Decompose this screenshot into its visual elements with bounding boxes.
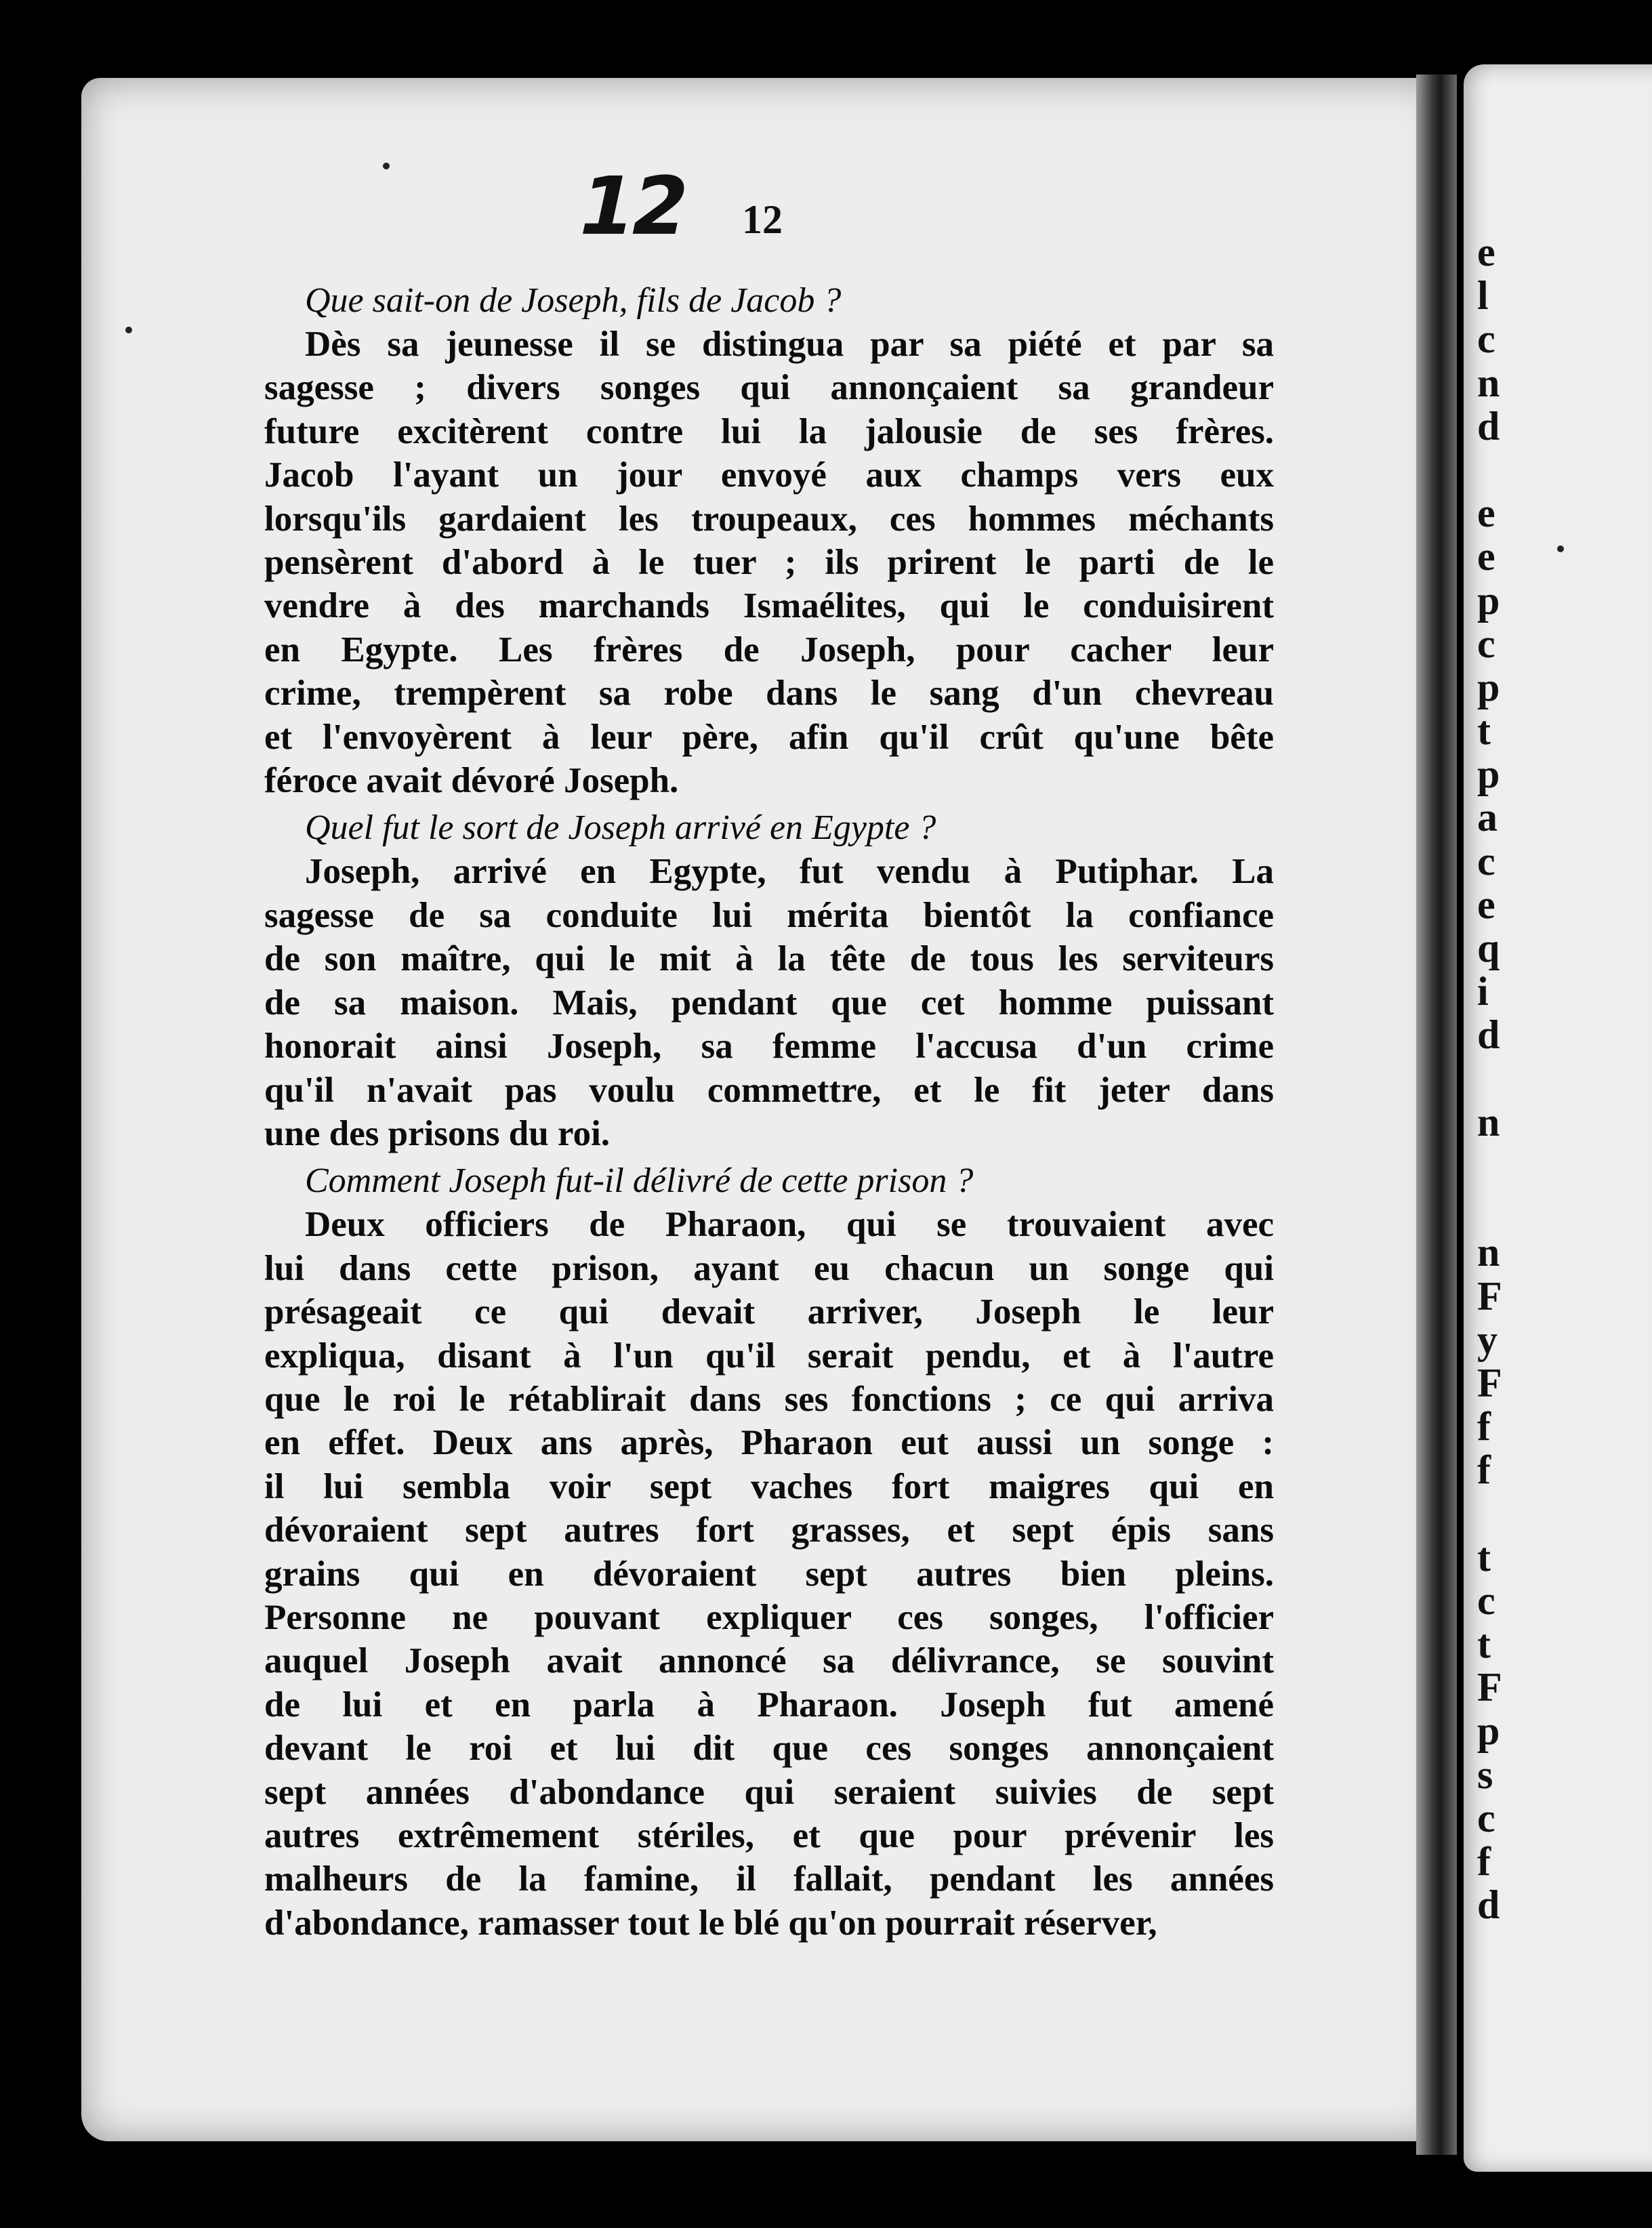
text-line: il lui sembla voir sept vaches fort maigres qui en bbox=[264, 1466, 1274, 1506]
facing-page-fragment: s bbox=[1477, 1752, 1493, 1797]
text-line: en effet. Deux ans après, Pharaon eut aussi un songe : bbox=[264, 1423, 1274, 1463]
text-line: Personne ne pouvant expliquer ces songes, l'officier bbox=[264, 1597, 1274, 1637]
facing-page-fragment: p bbox=[1477, 664, 1500, 709]
text-line: lorsqu'ils gardaient les troupeaux, ces hommes méchants bbox=[264, 499, 1274, 539]
text-line: auquel Joseph avait annoncé sa délivrance, se souvint bbox=[264, 1641, 1274, 1681]
facing-page-fragment: y bbox=[1477, 1317, 1498, 1362]
facing-page-fragment: F bbox=[1477, 1665, 1502, 1710]
facing-page-fragment: F bbox=[1477, 1273, 1502, 1319]
text-line: Jacob l'ayant un jour envoyé aux champs vers eux bbox=[264, 455, 1274, 495]
text-line: autres extrêmement stériles, et que pour prévenir les bbox=[264, 1816, 1274, 1855]
handwritten-page-mark: 12 bbox=[569, 159, 695, 253]
facing-page-fragment: e bbox=[1477, 882, 1495, 927]
book-gutter bbox=[1416, 75, 1457, 2155]
facing-page-fragment: c bbox=[1477, 621, 1495, 666]
facing-page-fragment: c bbox=[1477, 1577, 1495, 1623]
facing-page-fragment bbox=[1477, 1144, 1652, 1187]
text-line: de sa maison. Mais, pendant que cet homme puissant bbox=[264, 983, 1274, 1023]
facing-page-fragment bbox=[1477, 448, 1652, 491]
facing-page-fragment: p bbox=[1477, 577, 1500, 623]
text-line: et l'envoyèrent à leur père, afin qu'il crût qu'une bête bbox=[264, 717, 1274, 757]
facing-page-fragment: a bbox=[1477, 795, 1498, 840]
ink-speck bbox=[383, 163, 390, 169]
question-2: Quel fut le sort de Joseph arrivé en Egypte ? bbox=[305, 808, 936, 848]
facing-page-fragment: c bbox=[1477, 1795, 1495, 1840]
text-line: lui dans cette prison, ayant eu chacun un songe qui bbox=[264, 1248, 1274, 1288]
page-body bbox=[264, 279, 1274, 1945]
text-line: honorait ainsi Joseph, sa femme l'accusa d'un crime bbox=[264, 1027, 1274, 1067]
text-line: dévoraient sept autres fort grasses, et sept épis sans bbox=[264, 1510, 1274, 1550]
facing-page-fragment bbox=[1477, 1187, 1652, 1231]
facing-page-fragment: d bbox=[1477, 1882, 1500, 1928]
answer-3 bbox=[264, 1203, 1274, 1945]
facing-page-fragment: n bbox=[1477, 1230, 1500, 1275]
answer-1 bbox=[264, 323, 1274, 802]
text-line: sept années d'abondance qui seraient suivies de sept bbox=[264, 1772, 1274, 1812]
question-3: Comment Joseph fut-il délivré de cette prison ? bbox=[305, 1161, 974, 1201]
text-line: Deux officiers de Pharaon, qui se trouvaient avec bbox=[305, 1205, 1274, 1245]
text-line: expliqua, disant à l'un qu'il serait pendu, et à l'autre bbox=[264, 1336, 1274, 1376]
facing-page-fragment: p bbox=[1477, 751, 1500, 797]
text-line: qu'il n'avait pas voulu commettre, et le fit jeter dans bbox=[264, 1070, 1274, 1110]
facing-page-fragment: c bbox=[1477, 838, 1495, 884]
text-line: pensèrent d'abord à le tuer ; ils prirent le parti de le bbox=[264, 543, 1274, 583]
page-number: 12 bbox=[742, 197, 783, 242]
facing-page-fragment: l bbox=[1477, 273, 1489, 318]
facing-page-text bbox=[1477, 230, 1652, 2060]
facing-page-fragment: e bbox=[1477, 491, 1495, 536]
text-line: présageait ce qui devait arriver, Joseph le leur bbox=[264, 1292, 1274, 1332]
facing-page-fragment: n bbox=[1477, 1099, 1500, 1144]
text-line: une des prisons du roi. bbox=[264, 1113, 611, 1153]
facing-page-fragment: F bbox=[1477, 1360, 1502, 1405]
text-line: Joseph, arrivé en Egypte, fut vendu à Putiphar. La bbox=[305, 852, 1274, 892]
text-line: que le roi le rétablirait dans ses fonctions ; ce qui arriva bbox=[264, 1379, 1274, 1419]
facing-page-fragment bbox=[1477, 1491, 1652, 1535]
facing-page-fragment: d bbox=[1477, 1012, 1500, 1058]
answer-2 bbox=[264, 850, 1274, 1155]
facing-page-fragment: t bbox=[1477, 1534, 1491, 1580]
facing-page-fragment: t bbox=[1477, 708, 1491, 754]
text-line: devant le roi et lui dit que ces songes annonçaient bbox=[264, 1729, 1274, 1769]
text-line: en Egypte. Les frères de Joseph, pour cacher leur bbox=[264, 630, 1274, 669]
text-line: future excitèrent contre lui la jalousie de ses frères. bbox=[264, 411, 1274, 451]
ink-speck bbox=[1557, 545, 1564, 552]
text-line: Dès sa jeunesse il se distingua par sa piété et par sa bbox=[305, 325, 1274, 364]
section-3 bbox=[264, 1159, 1274, 1945]
text-line: sagesse ; divers songes qui annonçaient sa grandeur bbox=[264, 368, 1274, 408]
text-line: sagesse de sa conduite lui mérita bientôt la confiance bbox=[264, 895, 1274, 935]
facing-page-fragment bbox=[1477, 1057, 1652, 1100]
facing-page-fragment: d bbox=[1477, 403, 1500, 449]
text-line: de lui et en parla à Pharaon. Joseph fut amené bbox=[264, 1685, 1274, 1725]
text-line: grains qui en dévoraient sept autres bien pleins. bbox=[264, 1554, 1274, 1594]
facing-page-fragment: n bbox=[1477, 360, 1500, 405]
facing-page-fragment: f bbox=[1477, 1447, 1491, 1493]
ink-speck bbox=[125, 327, 132, 333]
facing-page-fragment: t bbox=[1477, 1622, 1491, 1666]
text-line: crime, trempèrent sa robe dans le sang d'un chevreau bbox=[264, 674, 1274, 714]
facing-page-fragment: f bbox=[1477, 1404, 1491, 1449]
facing-page-fragment: i bbox=[1477, 969, 1489, 1014]
facing-page-fragment: c bbox=[1477, 316, 1495, 362]
text-line: vendre à des marchands Ismaélites, qui le conduisirent bbox=[264, 586, 1274, 626]
text-line: malheurs de la famine, il fallait, pendant les années bbox=[264, 1859, 1274, 1899]
text-line: féroce avait dévoré Joseph. bbox=[264, 761, 679, 801]
facing-page-fragment: f bbox=[1477, 1838, 1491, 1884]
facing-page-fragment: q bbox=[1477, 926, 1500, 970]
facing-page-fragment: e bbox=[1477, 534, 1495, 579]
question-1: Que sait-on de Joseph, fils de Jacob ? bbox=[305, 281, 842, 320]
section-1 bbox=[264, 279, 1274, 802]
text-line: de son maître, qui le mit à la tête de tous les serviteurs bbox=[264, 939, 1274, 979]
section-2 bbox=[264, 806, 1274, 1155]
facing-page-fragment: p bbox=[1477, 1708, 1500, 1754]
facing-page-fragment: e bbox=[1477, 230, 1495, 274]
text-line: d'abondance, ramasser tout le blé qu'on pourrait réserver, bbox=[264, 1903, 1157, 1943]
